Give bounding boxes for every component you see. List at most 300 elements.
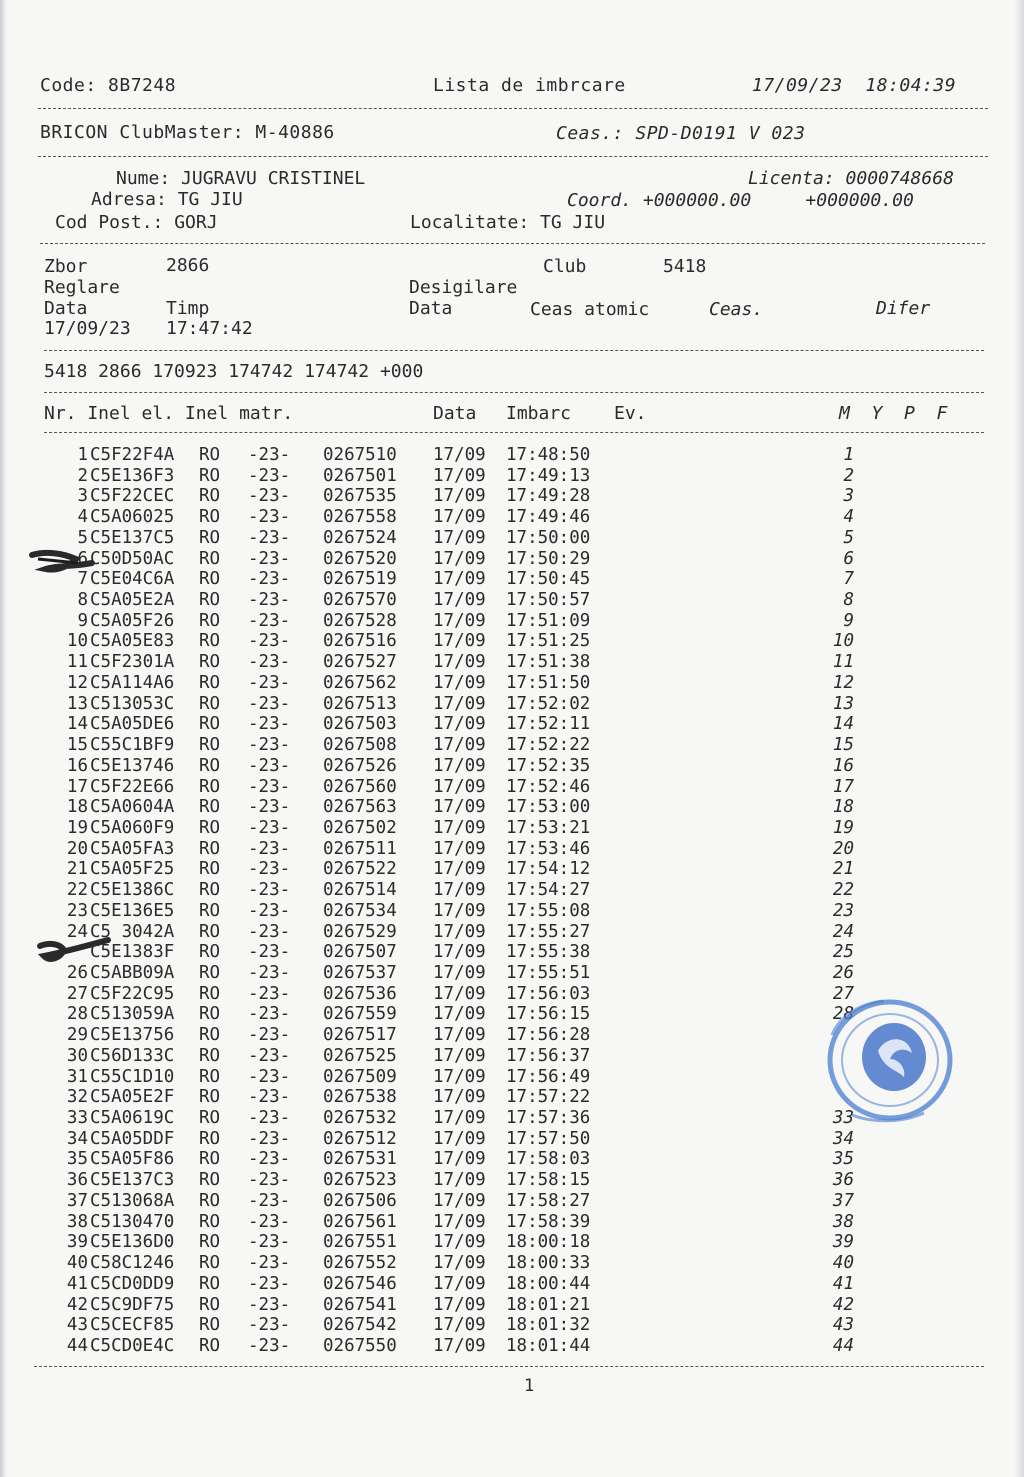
cell-el: C5A06025 bbox=[90, 507, 175, 528]
cell-el: C513068A bbox=[90, 1190, 175, 1211]
cell-el: C5A05F25 bbox=[90, 859, 175, 880]
cell-time: 17:52:22 bbox=[506, 735, 591, 756]
cell-c: RO bbox=[199, 942, 221, 963]
cell-nr: 19 bbox=[66, 817, 88, 838]
cell-date: 17/09 bbox=[433, 631, 486, 652]
cell-m: 12 bbox=[832, 672, 854, 693]
cell-nr: 32 bbox=[66, 1087, 88, 1108]
divider bbox=[44, 350, 984, 351]
cell-el: C5 3042A bbox=[90, 921, 175, 942]
table-row bbox=[0, 528, 1000, 549]
cell-time: 17:53:21 bbox=[506, 817, 591, 838]
cell-date: 17/09 bbox=[433, 838, 486, 859]
cell-time: 17:56:37 bbox=[506, 1045, 591, 1066]
divider bbox=[44, 392, 984, 393]
cell-m: 7 bbox=[843, 569, 854, 590]
cell-nr: 24 bbox=[66, 921, 88, 942]
document-title: Lista de imbrcare bbox=[433, 75, 626, 96]
cell-matr: 0267546 bbox=[323, 1273, 397, 1294]
cell-y: -23- bbox=[248, 1315, 291, 1336]
cell-m: 39 bbox=[832, 1232, 854, 1253]
cell-y: -23- bbox=[248, 1066, 291, 1087]
table-row bbox=[0, 1274, 1000, 1295]
cell-time: 17:49:13 bbox=[506, 465, 591, 486]
cell-nr: 8 bbox=[77, 590, 88, 611]
cell-time: 18:01:44 bbox=[506, 1335, 591, 1356]
cell-el: C513053C bbox=[90, 693, 175, 714]
cell-y: -23- bbox=[248, 1253, 291, 1274]
cell-c: RO bbox=[199, 735, 221, 756]
cell-y: -23- bbox=[248, 1149, 291, 1170]
cell-y: -23- bbox=[248, 1335, 291, 1356]
table-row bbox=[0, 963, 1000, 984]
cell-matr: 0267552 bbox=[323, 1253, 397, 1274]
cell-date: 17/09 bbox=[433, 942, 486, 963]
cell-m: 26 bbox=[832, 963, 854, 983]
cell-y: -23- bbox=[248, 569, 291, 590]
table-row bbox=[0, 901, 1000, 922]
time-label: Timp bbox=[166, 298, 210, 319]
cell-c: RO bbox=[199, 817, 221, 838]
cell-matr: 0267520 bbox=[323, 548, 397, 569]
table-row bbox=[0, 756, 1000, 777]
col-header-rings: Nr. Inel el. Inel matr. bbox=[44, 403, 294, 424]
cell-el: C5E136D0 bbox=[90, 1232, 175, 1253]
table-row bbox=[0, 1191, 1000, 1212]
table-row bbox=[0, 880, 1000, 901]
cell-matr: 0267509 bbox=[323, 1066, 397, 1087]
cell-matr: 0267502 bbox=[323, 817, 397, 838]
cell-time: 17:53:00 bbox=[506, 797, 591, 818]
table-row bbox=[0, 1170, 1000, 1191]
cell-el: C5A114A6 bbox=[90, 672, 175, 693]
cell-m: 35 bbox=[832, 1149, 854, 1170]
cell-c: RO bbox=[199, 1025, 221, 1046]
cell-m: 33 bbox=[832, 1108, 854, 1129]
cell-time: 17:52:11 bbox=[506, 714, 591, 735]
cell-c: RO bbox=[199, 983, 221, 1004]
cell-date: 17/09 bbox=[433, 445, 486, 465]
cell-el: C5A0619C bbox=[90, 1108, 175, 1129]
cell-matr: 0267541 bbox=[323, 1294, 397, 1315]
cell-el: C5F22CEC bbox=[90, 486, 175, 507]
coordinates: Coord. +000000.00 +000000.00 bbox=[567, 190, 914, 211]
cell-time: 17:58:03 bbox=[506, 1149, 591, 1170]
cell-date: 17/09 bbox=[433, 610, 486, 631]
page-number: 1 bbox=[524, 1376, 535, 1396]
cell-date: 17/09 bbox=[433, 569, 486, 590]
cell-m: 43 bbox=[832, 1315, 854, 1336]
cell-nr: 10 bbox=[66, 631, 88, 652]
table-row bbox=[0, 818, 1000, 839]
unseal-date-label: Data bbox=[409, 298, 453, 319]
pen-scribble-mark bbox=[34, 934, 114, 970]
table-row bbox=[0, 1295, 1000, 1316]
cell-date: 17/09 bbox=[433, 817, 486, 838]
cell-matr: 0267519 bbox=[323, 569, 397, 590]
cell-y: -23- bbox=[248, 942, 291, 963]
cell-matr: 0267560 bbox=[323, 776, 397, 797]
flight-number: 2866 bbox=[166, 255, 210, 276]
cell-el: C513059A bbox=[90, 1004, 175, 1025]
cell-el: C5E1386C bbox=[90, 880, 175, 901]
cell-time: 17:51:38 bbox=[506, 652, 591, 673]
cell-m: 2 bbox=[843, 465, 854, 486]
table-row bbox=[0, 1315, 1000, 1336]
cell-c: RO bbox=[199, 507, 221, 528]
cell-date: 17/09 bbox=[433, 507, 486, 528]
cell-matr: 0267512 bbox=[323, 1128, 397, 1149]
cell-y: -23- bbox=[248, 1170, 291, 1191]
cell-c: RO bbox=[199, 776, 221, 797]
cell-date: 17/09 bbox=[433, 1108, 486, 1129]
cell-date: 17/09 bbox=[433, 1004, 486, 1025]
cell-y: -23- bbox=[248, 838, 291, 859]
cell-y: -23- bbox=[248, 859, 291, 880]
cell-c: RO bbox=[199, 1253, 221, 1274]
cell-el: C5F22F4A bbox=[90, 445, 175, 465]
cell-matr: 0267527 bbox=[323, 652, 397, 673]
cell-time: 17:56:15 bbox=[506, 1004, 591, 1025]
cell-c: RO bbox=[199, 714, 221, 735]
atomic-clock-label: Ceas atomic bbox=[530, 299, 650, 320]
cell-y: -23- bbox=[248, 672, 291, 693]
cell-nr: 11 bbox=[66, 652, 88, 673]
cell-el: C5A05E83 bbox=[90, 631, 175, 652]
setting-label: Reglare bbox=[44, 277, 120, 298]
cell-time: 18:00:33 bbox=[506, 1253, 591, 1274]
cell-m: 3 bbox=[843, 486, 854, 507]
cell-c: RO bbox=[199, 1232, 221, 1253]
table-row bbox=[0, 486, 1000, 507]
cell-m: 34 bbox=[832, 1128, 854, 1149]
cell-m: 24 bbox=[832, 921, 854, 942]
cell-c: RO bbox=[199, 445, 221, 465]
cell-m: 11 bbox=[832, 652, 854, 673]
cell-c: RO bbox=[199, 590, 221, 611]
cell-nr: 22 bbox=[66, 880, 88, 901]
cell-nr: 14 bbox=[66, 714, 88, 735]
table-row bbox=[0, 631, 1000, 652]
table-row bbox=[0, 466, 1000, 487]
table-row bbox=[0, 922, 1000, 943]
cell-time: 17:53:46 bbox=[506, 838, 591, 859]
cell-matr: 0267550 bbox=[323, 1335, 397, 1356]
cell-el: C5A05DE6 bbox=[90, 714, 175, 735]
postal-code: Cod Post.: GORJ bbox=[55, 212, 218, 233]
cell-y: -23- bbox=[248, 880, 291, 901]
table-row bbox=[0, 590, 1000, 611]
setting-time: 17:47:42 bbox=[166, 318, 253, 339]
cell-date: 17/09 bbox=[433, 714, 486, 735]
cell-date: 17/09 bbox=[433, 1294, 486, 1315]
license-number: Licenta: 0000748668 bbox=[748, 168, 954, 189]
cell-date: 17/09 bbox=[433, 465, 486, 486]
cell-c: RO bbox=[199, 1294, 221, 1315]
owner-address: Adresa: TG JIU bbox=[91, 189, 243, 210]
difference-label: Difer bbox=[876, 298, 931, 319]
cell-time: 17:52:02 bbox=[506, 693, 591, 714]
cell-matr: 0267563 bbox=[323, 797, 397, 818]
cell-matr: 0267528 bbox=[323, 610, 397, 631]
cell-m: 22 bbox=[832, 880, 854, 901]
table-row bbox=[0, 611, 1000, 632]
cell-m: 23 bbox=[832, 900, 854, 921]
clubmaster-label: BRICON ClubMaster: M-40886 bbox=[40, 122, 335, 143]
cell-time: 17:49:46 bbox=[506, 507, 591, 528]
cell-c: RO bbox=[199, 838, 221, 859]
cell-y: -23- bbox=[248, 1108, 291, 1129]
cell-c: RO bbox=[199, 921, 221, 942]
clock-col-label: Ceas. bbox=[709, 299, 764, 320]
cell-nr: 13 bbox=[66, 693, 88, 714]
cell-nr: 20 bbox=[66, 838, 88, 859]
cell-c: RO bbox=[199, 548, 221, 569]
cell-date: 17/09 bbox=[433, 1128, 486, 1149]
cell-time: 17:51:25 bbox=[506, 631, 591, 652]
cell-nr: 23 bbox=[66, 900, 88, 921]
cell-date: 17/09 bbox=[433, 1211, 486, 1232]
cell-c: RO bbox=[199, 797, 221, 818]
table-row bbox=[0, 1212, 1000, 1233]
cell-matr: 0267514 bbox=[323, 880, 397, 901]
cell-date: 17/09 bbox=[433, 1273, 486, 1294]
cell-el: C56D133C bbox=[90, 1045, 175, 1066]
table-row bbox=[0, 942, 1000, 963]
cell-date: 17/09 bbox=[433, 776, 486, 797]
cell-nr: 6 bbox=[77, 548, 88, 569]
cell-matr: 0267529 bbox=[323, 921, 397, 942]
cell-y: -23- bbox=[248, 963, 291, 983]
cell-nr: 12 bbox=[66, 672, 88, 693]
table-row bbox=[0, 714, 1000, 735]
cell-nr: 27 bbox=[66, 983, 88, 1004]
cell-time: 17:55:51 bbox=[506, 963, 591, 983]
cell-nr: 38 bbox=[66, 1211, 88, 1232]
setting-date: 17/09/23 bbox=[44, 318, 131, 339]
cell-time: 17:52:46 bbox=[506, 776, 591, 797]
cell-matr: 0267535 bbox=[323, 486, 397, 507]
cell-m: 8 bbox=[843, 590, 854, 611]
cell-matr: 0267508 bbox=[323, 735, 397, 756]
cell-m: 15 bbox=[832, 735, 854, 756]
cell-y: -23- bbox=[248, 776, 291, 797]
cell-nr: 37 bbox=[66, 1190, 88, 1211]
cell-time: 17:51:09 bbox=[506, 610, 591, 631]
cell-el: C50D50AC bbox=[90, 548, 175, 569]
cell-c: RO bbox=[199, 652, 221, 673]
cell-el: C5A0604A bbox=[90, 797, 175, 818]
cell-time: 17:56:03 bbox=[506, 983, 591, 1004]
cell-date: 17/09 bbox=[433, 693, 486, 714]
cell-date: 17/09 bbox=[433, 590, 486, 611]
unsealing-label: Desigilare bbox=[409, 277, 518, 298]
flight-summary-line: 5418 2866 170923 174742 174742 +000 bbox=[44, 361, 424, 382]
cell-el: C5A05FA3 bbox=[90, 838, 175, 859]
col-header-date: Data bbox=[433, 403, 477, 424]
cell-y: -23- bbox=[248, 983, 291, 1004]
cell-date: 17/09 bbox=[433, 921, 486, 942]
cell-date: 17/09 bbox=[433, 983, 486, 1004]
cell-matr: 0267516 bbox=[323, 631, 397, 652]
cell-matr: 0267532 bbox=[323, 1108, 397, 1129]
cell-nr: 1 bbox=[77, 445, 88, 465]
club-number: 5418 bbox=[663, 256, 707, 277]
cell-m: 19 bbox=[832, 817, 854, 838]
cell-el: C5A05E2F bbox=[90, 1087, 175, 1108]
cell-el: C5E13746 bbox=[90, 755, 175, 776]
cell-matr: 0267570 bbox=[323, 590, 397, 611]
cell-nr: 29 bbox=[66, 1025, 88, 1046]
cell-date: 17/09 bbox=[433, 1335, 486, 1356]
cell-time: 17:58:15 bbox=[506, 1170, 591, 1191]
cell-m: 10 bbox=[832, 631, 854, 652]
cell-nr: 44 bbox=[66, 1335, 88, 1356]
cell-date: 17/09 bbox=[433, 735, 486, 756]
cell-y: -23- bbox=[248, 1294, 291, 1315]
cell-c: RO bbox=[199, 569, 221, 590]
cell-date: 17/09 bbox=[433, 880, 486, 901]
cell-matr: 0267523 bbox=[323, 1170, 397, 1191]
cell-m: 1 bbox=[843, 445, 854, 465]
cell-el: C5F22C95 bbox=[90, 983, 175, 1004]
cell-c: RO bbox=[199, 693, 221, 714]
cell-nr: 7 bbox=[77, 569, 88, 590]
cell-time: 18:00:18 bbox=[506, 1232, 591, 1253]
cell-date: 17/09 bbox=[433, 1315, 486, 1336]
cell-c: RO bbox=[199, 465, 221, 486]
cell-y: -23- bbox=[248, 735, 291, 756]
cell-el: C58C1246 bbox=[90, 1253, 175, 1274]
cell-date: 17/09 bbox=[433, 1066, 486, 1087]
cell-time: 17:50:29 bbox=[506, 548, 591, 569]
cell-y: -23- bbox=[248, 652, 291, 673]
cell-el: C5E137C3 bbox=[90, 1170, 175, 1191]
cell-m: 16 bbox=[832, 755, 854, 776]
cell-el: C5E136F3 bbox=[90, 465, 175, 486]
cell-y: -23- bbox=[248, 1025, 291, 1046]
cell-y: -23- bbox=[248, 900, 291, 921]
cell-m: 28 bbox=[832, 1004, 854, 1025]
cell-matr: 0267534 bbox=[323, 900, 397, 921]
cell-c: RO bbox=[199, 1149, 221, 1170]
cell-y: -23- bbox=[248, 631, 291, 652]
cell-matr: 0267526 bbox=[323, 755, 397, 776]
table-row bbox=[0, 445, 1000, 466]
cell-matr: 0267506 bbox=[323, 1190, 397, 1211]
cell-matr: 0267537 bbox=[323, 963, 397, 983]
cell-nr: 21 bbox=[66, 859, 88, 880]
cell-date: 17/09 bbox=[433, 1025, 486, 1046]
cell-y: -23- bbox=[248, 693, 291, 714]
cell-el: C5A060F9 bbox=[90, 817, 175, 838]
cell-date: 17/09 bbox=[433, 900, 486, 921]
cell-c: RO bbox=[199, 1190, 221, 1211]
cell-c: RO bbox=[199, 1128, 221, 1149]
cell-y: -23- bbox=[248, 1273, 291, 1294]
cell-matr: 0267524 bbox=[323, 527, 397, 548]
club-stamp-seal bbox=[812, 995, 962, 1130]
cell-date: 17/09 bbox=[433, 859, 486, 880]
cell-matr: 0267538 bbox=[323, 1087, 397, 1108]
cell-y: -23- bbox=[248, 817, 291, 838]
cell-nr: 34 bbox=[66, 1128, 88, 1149]
cell-matr: 0267503 bbox=[323, 714, 397, 735]
cell-matr: 0267525 bbox=[323, 1045, 397, 1066]
cell-m: 21 bbox=[832, 859, 854, 880]
cell-c: RO bbox=[199, 755, 221, 776]
cell-el: C5F22E66 bbox=[90, 776, 175, 797]
cell-nr: 36 bbox=[66, 1170, 88, 1191]
cell-el: C5E13756 bbox=[90, 1025, 175, 1046]
cell-time: 17:57:50 bbox=[506, 1128, 591, 1149]
cell-date: 17/09 bbox=[433, 548, 486, 569]
cell-y: -23- bbox=[248, 548, 291, 569]
pen-scribble-mark bbox=[28, 545, 98, 577]
col-header-flags: M Y P F bbox=[839, 403, 948, 424]
cell-time: 17:56:28 bbox=[506, 1025, 591, 1046]
cell-c: RO bbox=[199, 631, 221, 652]
flight-label: Zbor bbox=[44, 256, 88, 277]
date-label: Data bbox=[44, 298, 88, 319]
cell-m: 9 bbox=[843, 610, 854, 631]
locality: Localitate: TG JIU bbox=[410, 212, 606, 233]
cell-matr: 0267501 bbox=[323, 465, 397, 486]
cell-y: -23- bbox=[248, 755, 291, 776]
table-row bbox=[0, 839, 1000, 860]
table-row bbox=[0, 507, 1000, 528]
cell-y: -23- bbox=[248, 1087, 291, 1108]
table-row bbox=[0, 797, 1000, 818]
cell-time: 17:52:35 bbox=[506, 755, 591, 776]
col-header-ev: Ev. bbox=[614, 403, 647, 424]
cell-el: C5A05F26 bbox=[90, 610, 175, 631]
cell-time: 17:55:38 bbox=[506, 942, 591, 963]
cell-date: 17/09 bbox=[433, 527, 486, 548]
cell-m: 44 bbox=[832, 1335, 854, 1356]
cell-y: -23- bbox=[248, 486, 291, 507]
cell-time: 17:48:50 bbox=[506, 445, 591, 465]
cell-c: RO bbox=[199, 1045, 221, 1066]
cell-el: C5130470 bbox=[90, 1211, 175, 1232]
cell-nr: 42 bbox=[66, 1294, 88, 1315]
cell-y: -23- bbox=[248, 1190, 291, 1211]
cell-y: -23- bbox=[248, 507, 291, 528]
cell-nr: 5 bbox=[77, 527, 88, 548]
cell-c: RO bbox=[199, 1066, 221, 1087]
table-row bbox=[0, 735, 1000, 756]
cell-nr: 39 bbox=[66, 1232, 88, 1253]
table-row bbox=[0, 777, 1000, 798]
owner-name: Nume: JUGRAVU CRISTINEL bbox=[116, 168, 366, 189]
divider bbox=[44, 432, 984, 433]
cell-time: 17:54:12 bbox=[506, 859, 591, 880]
cell-nr: 41 bbox=[66, 1273, 88, 1294]
cell-c: RO bbox=[199, 1170, 221, 1191]
cell-matr: 0267559 bbox=[323, 1004, 397, 1025]
table-row bbox=[0, 549, 1000, 570]
table-row bbox=[0, 1232, 1000, 1253]
cell-m: 37 bbox=[832, 1190, 854, 1211]
cell-c: RO bbox=[199, 1108, 221, 1129]
cell-nr: 40 bbox=[66, 1253, 88, 1274]
cell-m: 4 bbox=[843, 507, 854, 528]
cell-date: 17/09 bbox=[433, 1232, 486, 1253]
cell-time: 17:50:45 bbox=[506, 569, 591, 590]
cell-time: 17:50:57 bbox=[506, 590, 591, 611]
cell-matr: 0267542 bbox=[323, 1315, 397, 1336]
cell-c: RO bbox=[199, 1004, 221, 1025]
